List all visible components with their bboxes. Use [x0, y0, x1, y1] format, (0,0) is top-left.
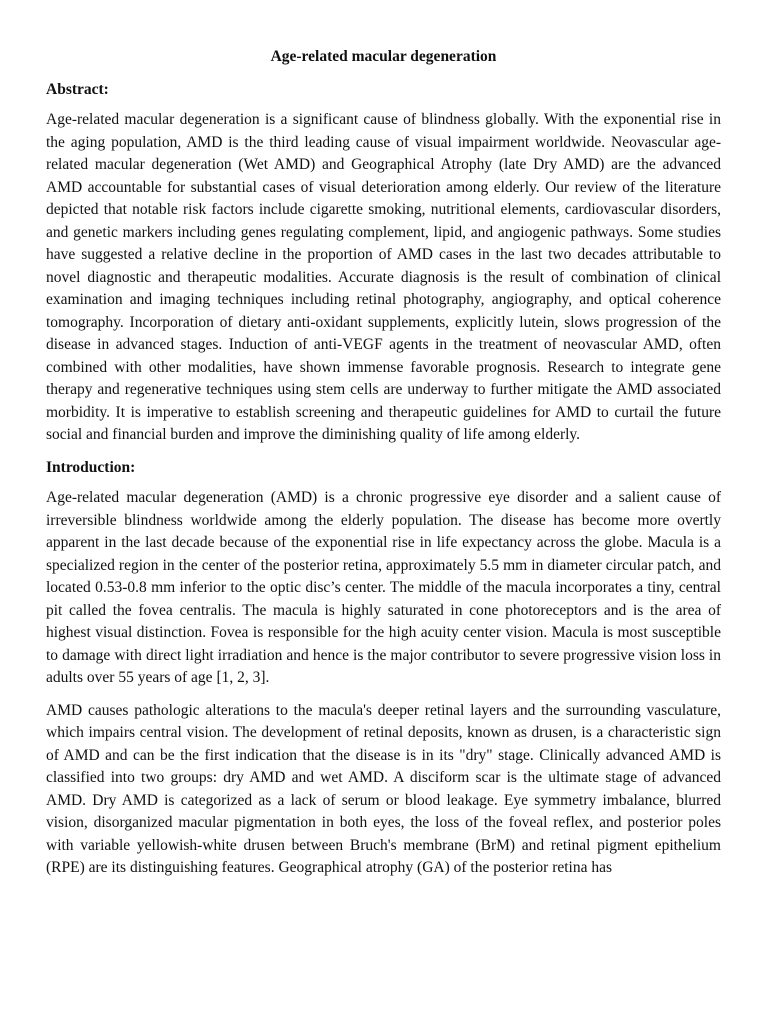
abstract-heading: Abstract: [46, 80, 109, 98]
introduction-paragraph: Age-related macular degeneration (AMD) is a chronic progressive eye disorder and a salient cause of irreversible blindness worldwide among the elderly population. The disease has become more overtly apparent in the last decade because of the exponential rise in life expectancy across the globe. Macula is a specialized region in the center of the posterior retina, approximately 5.5 mm in diameter circular patch, and located 0.53-0.8 mm inferior to the optic disc’s center. The middle of the macula incorporates a tiny, central pit called the fovea centralis. The macula is highly saturated in cone photoreceptors and is the area of highest visual distinction. Fovea is responsible for the high acuity center vision. Macula is most susceptible to damage with direct light irradiation and hence is the major contributor to severe progressive vision loss in adults over 55 years of age [1, 2, 3]. [46, 489, 721, 686]
introduction-paragraph: AMD causes pathologic alterations to the macula's deeper retinal layers and the surrounding vasculature, which impairs central vision. The development of retinal deposits, known as drusen, is a characteristic sign of AMD and can be the first indication that the disease is in its "dry" stage. Clinically advanced AMD is classified into two groups: dry AMD and wet AMD. A disciform scar is the ultimate stage of advanced AMD. Dry AMD is categorized as a lack of serum or blood leakage. Eye symmetry imbalance, blurred vision, disorganized macular pigmentation in both eyes, the loss of the foveal reflex, and posterior poles with variable yellowish-white drusen between Bruch's membrane (BrM) and retinal pigment epithelium (RPE) are its distinguishing features. Geographical atrophy (GA) of the posterior retina has [46, 701, 721, 876]
document-title: Age-related macular degeneration [270, 48, 497, 65]
introduction-heading: Introduction: [46, 458, 136, 476]
abstract-paragraph: Age-related macular degeneration is a significant cause of blindness globally. With the exponential rise in the aging population, AMD is the third leading cause of visual impairment worldwide. Neovascular age-related macular degeneration (Wet AMD) and Geographical Atrophy (late Dry AMD) are the advanced AMD accountable for substantial cases of visual deterioration among elderly. Our review of the literature depicted that notable risk factors include cigarette smoking, nutritional elements, cardiovascular disorders, and genetic markers including genes regulating complement, lipid, and angiogenic pathways. Some studies have suggested a relative decline in the proportion of AMD cases in the last two decades attributable to novel diagnostic and therapeutic modalities. Accurate diagnosis is the result of combination of clinical examination and imaging techniques including retinal photography, angiography, and optical coherence tomography. Incorporation of dietary anti-oxidant supplements, explicitly lutein, slows progression of the disease in advanced stages. Induction of anti-VEGF agents in the treatment of neovascular AMD, often combined with other modalities, have shown immense favorable prognosis. Research to integrate gene therapy and regenerative techniques using stem cells are underway to further mitigate the AMD associated morbidity. It is imperative to establish screening and therapeutic guidelines for AMD to curtail the future social and financial burden and improve the diminishing quality of life among elderly. [46, 111, 721, 443]
document-page [46, 46, 721, 890]
